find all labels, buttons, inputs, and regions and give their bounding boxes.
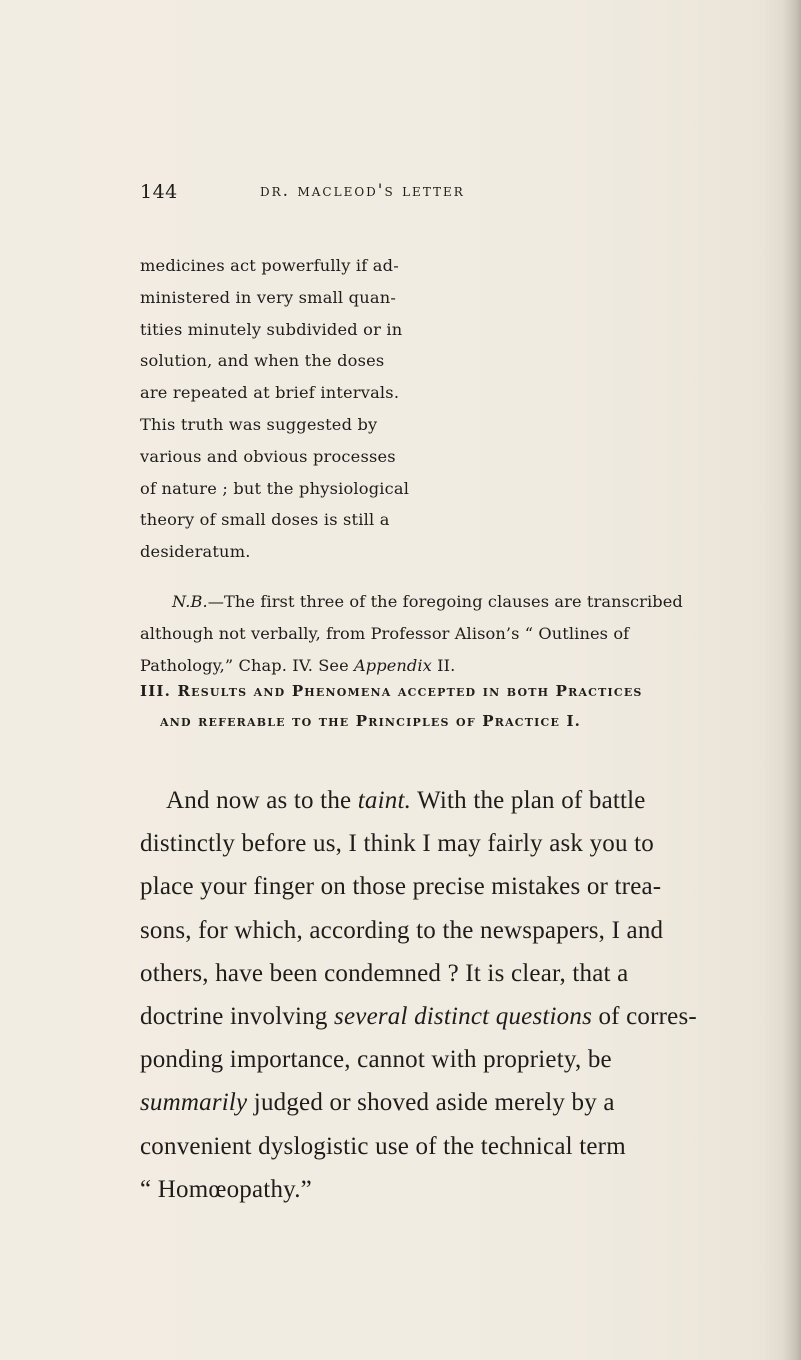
body-line-6-b: of corres- — [592, 1003, 697, 1031]
passage-line: of nature ; but the physiological — [140, 478, 410, 498]
passage-top — [140, 250, 440, 568]
body-line-10: “ Homœopathy.” — [140, 1175, 312, 1203]
body-line-6 — [140, 995, 740, 1038]
body-paragraph — [140, 779, 740, 1211]
nota-bene-note — [140, 586, 730, 682]
body-line-8 — [140, 1081, 740, 1124]
passage-line: ministered in very small quan- — [140, 287, 396, 307]
emphasis-summarily: summarily — [140, 1089, 248, 1117]
page-number: 144 — [140, 181, 178, 203]
passage-line: medicines act powerfully if ad- — [140, 256, 399, 275]
body-line-1-b: With the plan of battle — [411, 787, 646, 814]
passage-line: desideratum. — [140, 542, 251, 562]
body-line-1 — [140, 779, 740, 822]
body-line-2: distinctly before us, I think I may fairly ask you to — [140, 830, 654, 858]
body-line-7: ponding importance, cannot with propriety, be — [140, 1046, 612, 1074]
note-line-1 — [140, 586, 730, 618]
appendix-reference: Appendix — [354, 656, 432, 675]
note-line-3-end: II. — [431, 656, 456, 675]
body-line-1-a: And now as to the — [166, 787, 358, 814]
section-heading-line-2: and referable to the Principles of Practice I. — [160, 712, 582, 730]
page-edge-shadow — [783, 0, 801, 1360]
passage-line: various and obvious processes — [140, 446, 396, 466]
emphasis-taint: taint. — [357, 787, 412, 814]
body-line-9: convenient dyslogistic use of the technical term — [140, 1132, 626, 1160]
section-heading — [140, 676, 740, 736]
body-line-3: place your finger on those precise mistakes or trea- — [140, 873, 662, 901]
note-line-3-start: Pathology,” Chap. IV. See — [140, 656, 354, 675]
body-line-8-b: judged or shoved aside merely by a — [247, 1089, 615, 1117]
passage-line: solution, and when the doses — [140, 351, 385, 371]
note-label: N.B. — [172, 592, 208, 611]
page-header — [140, 181, 680, 207]
note-line-2: although not verbally, from Professor Alison’s “ Outlines of — [140, 624, 630, 643]
note-line-1-text: —The first three of the foregoing clauses are transcribed — [207, 592, 683, 611]
body-line-5: others, have been condemned ? It is clear, that a — [140, 959, 629, 987]
passage-line: are repeated at brief intervals. — [140, 383, 400, 403]
body-line-6-a: doctrine involving — [140, 1003, 335, 1031]
section-heading-line-1: III. Results and Phenomena accepted in both Practices — [140, 682, 643, 700]
passage-line: This truth was suggested by — [140, 414, 378, 434]
running-head: dr. macleod's letter — [260, 181, 465, 201]
passage-line: theory of small doses is still a — [140, 510, 390, 530]
passage-line: tities minutely subdivided or in — [140, 319, 403, 339]
emphasis-several-questions: several distinct questions — [334, 1003, 592, 1031]
body-line-4: sons, for which, according to the newspapers, I and — [140, 916, 664, 944]
